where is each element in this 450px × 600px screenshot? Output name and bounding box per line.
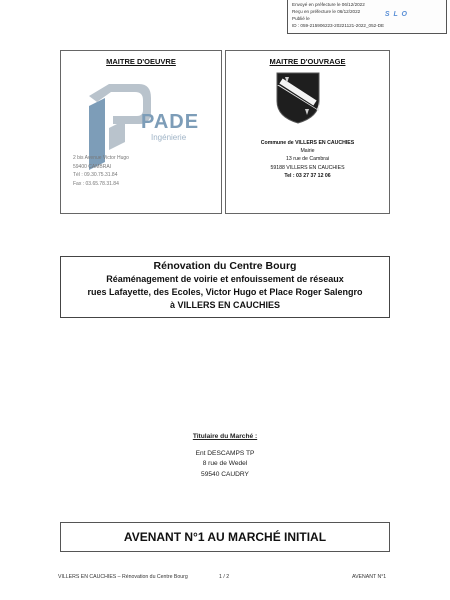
footer-left: VILLERS EN CAUCHIES – Rénovation du Centre Bourg — [58, 574, 188, 580]
project-title: Rénovation du Centre Bourg — [153, 260, 297, 272]
contract-holder-heading: Titulaire du Marché : — [192, 433, 258, 440]
maitre-ouvrage-address — [226, 139, 389, 180]
maitre-oeuvre-box — [60, 50, 222, 214]
contractor-name: Ent DESCAMPS TP — [195, 450, 255, 458]
municipal-crest-icon — [275, 71, 321, 125]
pade-logo-text: PADE — [141, 111, 200, 133]
city-address: 59188 VILLERS EN CAUCHIES — [270, 164, 345, 171]
street-address: 13 rue de Cambrai — [286, 156, 329, 163]
maitre-oeuvre-address — [73, 154, 129, 188]
contractor-street: 8 rue de Wedel — [202, 460, 248, 468]
footer-right: AVENANT N°1 — [352, 574, 387, 580]
contractor-city: 59540 CAUDRY — [201, 470, 249, 478]
stamp-line-published: Publié le — [292, 16, 310, 21]
pade-logo-subtitle: Ingénierie — [151, 133, 187, 142]
stamp-line-received: Reçu en préfecture le 06/12/2022 — [292, 9, 361, 14]
stamp-line-sent: Envoyé en préfecture le 06/12/2022 — [292, 2, 365, 7]
project-title-box — [60, 256, 390, 318]
address-line: 59400 CAMBRAI — [73, 163, 112, 170]
address-line: Fax : 03.65.78.31.84 — [73, 180, 119, 187]
project-description-line-3: à VILLERS EN CAUCHIES — [169, 300, 281, 310]
maitre-oeuvre-heading: MAITRE D'OEUVRE — [106, 57, 176, 66]
phone-number: Tel : 03 27 37 12 06 — [284, 172, 331, 179]
mairie-label: Mairie — [300, 148, 315, 155]
maitre-ouvrage-box — [225, 50, 390, 214]
stamp-line-id: ID : 059-215906223-20221121-2022_052-DE — [292, 23, 385, 28]
address-line: Tél : 09.30.75.31.84 — [73, 172, 118, 178]
address-line: 2 bis Avenue Victor Hugo — [73, 155, 129, 161]
project-description-line-1: Réaménagement de voirie et enfouissement de réseaux — [106, 274, 344, 284]
amendment-title: AVENANT N°1 AU MARCHÉ INITIAL — [60, 522, 390, 552]
contract-holder — [0, 432, 450, 480]
footer-page-number: 1 / 2 — [219, 574, 230, 580]
commune-name: Commune de VILLERS EN CAUCHIES — [260, 140, 355, 146]
prefecture-stamp — [287, 0, 447, 34]
maitre-ouvrage-heading: MAITRE D'OUVRAGE — [269, 57, 346, 66]
stamp-brand-logo: S L O — [384, 11, 408, 18]
project-description-line-2: rues Lafayette, des Ecoles, Victor Hugo et Place Roger Salengro — [87, 287, 363, 297]
